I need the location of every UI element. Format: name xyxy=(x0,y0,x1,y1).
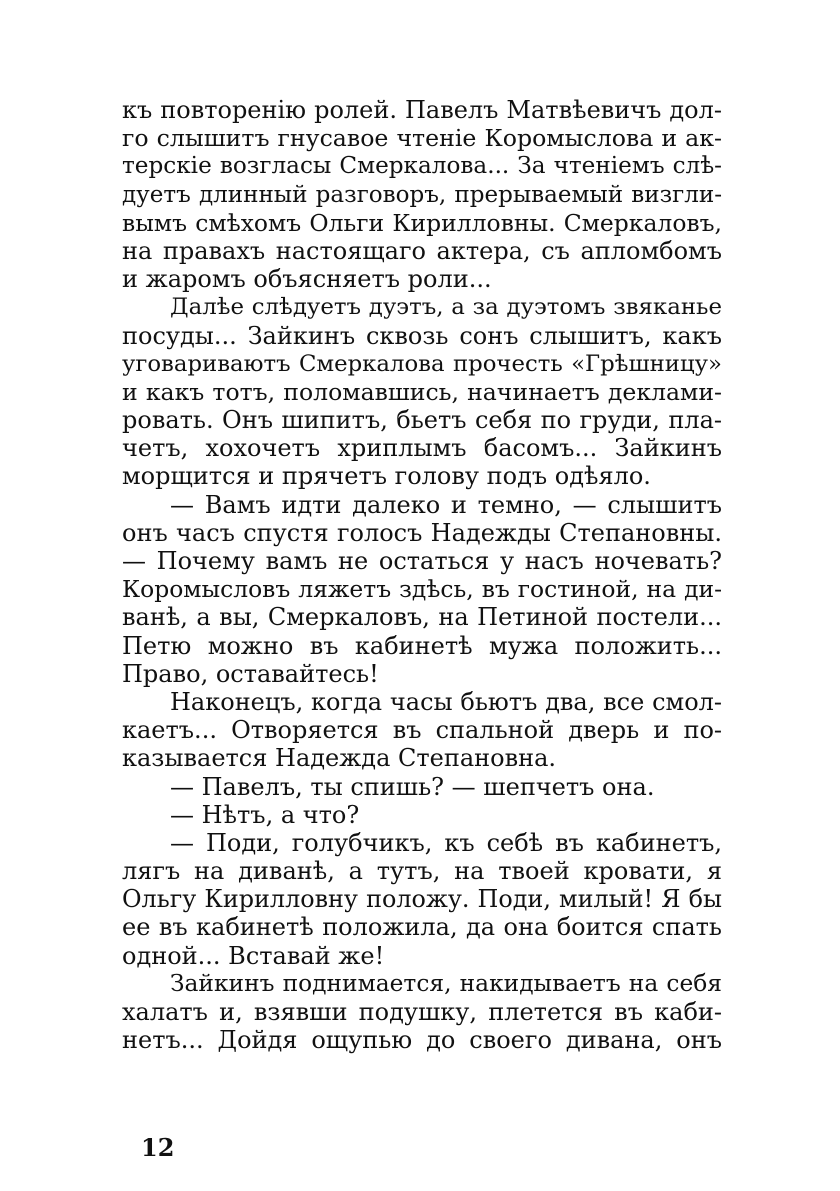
text-line: — Нѣтъ, а что? xyxy=(170,800,360,829)
text-line: дуетъ длинный разговоръ, прерываемый визгли- xyxy=(122,181,722,208)
text-line: и какъ тотъ, поломавшись, начинаетъ деклами- xyxy=(122,377,722,406)
text-line: посуды... Зайкинъ сквозь сонъ слышитъ, какъ xyxy=(122,321,722,350)
text-line: казывается Надежда Степановна. xyxy=(122,744,557,773)
text-line: Ольгу Кирилловну положу. Поди, милый! Я бы xyxy=(122,885,722,914)
text-line: четъ, хохочетъ хриплымъ басомъ... Зайкинъ xyxy=(122,434,722,463)
page-number: 12 xyxy=(141,1133,175,1162)
text-line: лягъ на диванѣ, а тутъ, на твоей кровати, я xyxy=(122,857,722,886)
text-line: ее въ кабинетѣ положила, да она боится спать xyxy=(122,913,722,942)
text-line: терскіе возгласы Смеркалова... За чтеніемъ слѣ- xyxy=(122,153,722,180)
text-line: къ повторенію ролей. Павелъ Матвѣевичъ дол- xyxy=(122,96,722,124)
text-line: — Почему вамъ не остаться у насъ ночевать? xyxy=(122,547,722,575)
text-line: Право, оставайтесь! xyxy=(122,659,379,688)
text-line: Наконецъ, когда часы бьютъ два, все смол- xyxy=(170,687,722,716)
text-line: нетъ... Дойдя ощупью до своего дивана, онъ xyxy=(122,1026,722,1055)
text-line: морщится и прячетъ голову подъ одѣяло. xyxy=(122,462,651,491)
text-line: на правахъ настоящаго актера, съ апломбомъ xyxy=(122,236,722,265)
text-line: одной... Вставай же! xyxy=(122,941,385,970)
text-line: уговариваютъ Смеркалова прочесть «Грѣшницу» xyxy=(122,350,722,377)
text-line: — Поди, голубчикъ, къ себѣ въ кабинетъ, xyxy=(170,828,722,857)
text-line: го слышитъ гнусавое чтеніе Коромыслова и ак- xyxy=(122,124,722,153)
text-line: вымъ смѣхомъ Ольги Кирилловны. Смеркаловъ, xyxy=(122,208,722,237)
text-line: — Павелъ, ты спишь? — шепчетъ она. xyxy=(170,772,655,801)
text-line: Петю можно въ кабинетѣ мужа положить... xyxy=(122,631,722,660)
text-line: онъ часъ спустя голосъ Надежды Степановны. xyxy=(122,518,722,547)
body-text xyxy=(122,96,722,1054)
text-line: Коромысловъ ляжетъ здѣсь, въ гостиной, на ди- xyxy=(122,575,722,604)
text-line: Зайкинъ поднимается, накидываетъ на себя xyxy=(170,969,722,997)
text-line: ровать. Онъ шипитъ, бьетъ себя по груди, пла- xyxy=(122,406,722,435)
text-line: ванѣ, а вы, Смеркаловъ, на Петиной постели... xyxy=(122,603,722,632)
text-line: Далѣе слѣдуетъ дуэтъ, а за дуэтомъ звяканье xyxy=(170,294,722,321)
text-line: халатъ и, взявши подушку, плетется въ каби- xyxy=(122,998,722,1026)
text-line: и жаромъ объясняетъ роли... xyxy=(122,265,492,294)
text-line: каетъ... Отворяется въ спальной дверь и по- xyxy=(122,716,722,745)
text-line: — Вамъ идти далеко и темно, — слышитъ xyxy=(170,490,722,519)
